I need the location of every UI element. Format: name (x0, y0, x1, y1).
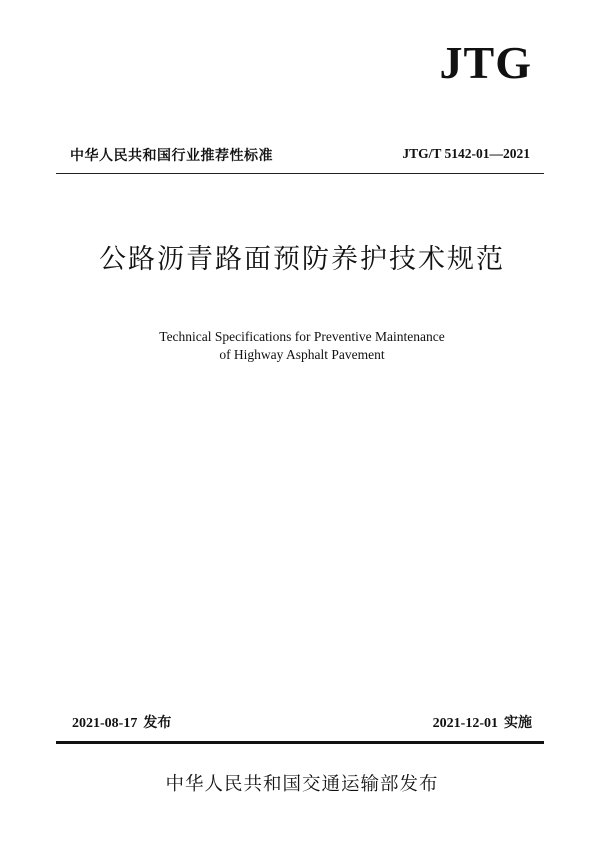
issue-label: 发布 (143, 715, 172, 731)
issue-date-block (72, 712, 171, 732)
title-chinese: 公路沥青路面预防养护技术规范 (99, 244, 505, 275)
standard-code: JTG/T 5142-01—2021 (402, 146, 530, 161)
header-divider (56, 173, 544, 174)
effective-date-block (433, 712, 532, 732)
title-english (0, 328, 604, 364)
title-english-line-2: of Highway Asphalt Pavement (219, 347, 385, 362)
effective-label: 实施 (504, 715, 532, 731)
jtg-logo: JTG (439, 37, 532, 88)
issue-date: 2021-08-17 (72, 716, 138, 731)
effective-date: 2021-12-01 (432, 716, 498, 731)
publisher: 中华人民共和国交通运输部发布 (165, 774, 439, 795)
standard-classification: 中华人民共和国行业推荐性标准 (70, 148, 273, 164)
footer-divider (56, 741, 544, 744)
title-english-line-1: Technical Specifications for Preventive Maintenance (159, 329, 445, 344)
